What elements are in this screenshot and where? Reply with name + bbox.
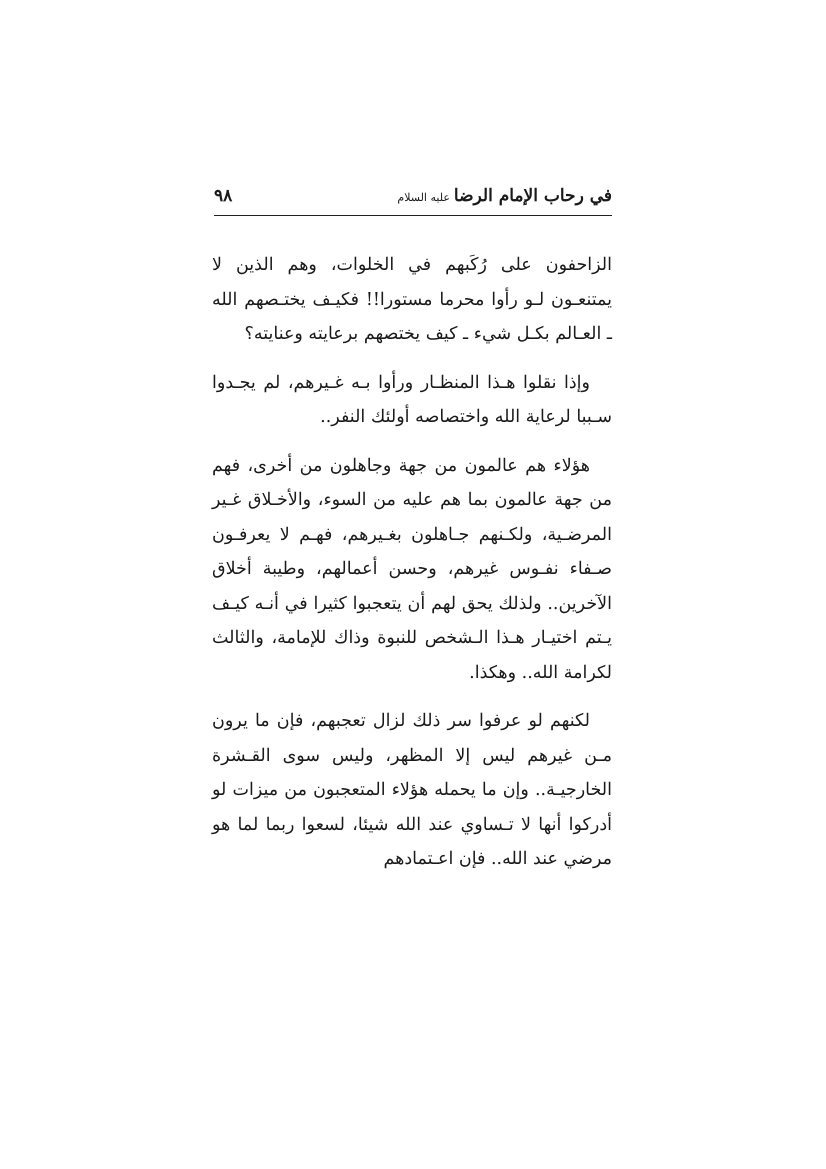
- header-divider: [214, 215, 612, 216]
- paragraph-3: هؤلاء هم عالمون من جهة وجاهلون من أخرى، فهم من جهة عالمون بما هم عليه من السوء، والأخـلاق غـير المرضـية، ولكـنهم جـاهلون بغـيرهم، فهـم لا يعرفـون صـفاء نفـوس غيرهم، وحسن أعمالهم، وطيبة أخلاق الآخرين.. ولذلك يحق لهم أن يتعجبوا كثيرا في أنـه كيـف يـتم اختيـار هـذا الـشخص للنبوة وذاك للإمامة، والثالث لكرامة الله.. وهكذا.: [212, 455, 612, 683]
- body-text: [212, 248, 612, 891]
- page-number: ٩٨: [214, 186, 233, 206]
- running-header: [214, 184, 612, 214]
- paragraph-4: لكنهم لو عرفوا سر ذلك لزال تعجبهم، فإن ما يرون مـن غيرهم ليس إلا المظهر، وليس سوى القـشرة الخارجيـة.. وإن ما يحمله هؤلاء المتعجبون من ميزات لو أدركوا أنها لا تـساوي عند الله شيئا، لسعوا ربما لما هو مرضي عند الله.. فإن اعـتمادهم: [212, 711, 612, 869]
- book-title-text: في رحاب الإمام الرضا: [453, 186, 612, 206]
- honorific-mark: عليه السلام: [397, 191, 450, 204]
- book-title: [397, 186, 612, 206]
- paragraph-2: وإذا نقلوا هـذا المنظـار ورأوا بـه غـيرهم، لم يجـدوا سـببا لرعاية الله واختصاصه أولئك النفر..: [212, 372, 612, 427]
- paragraph-1: الزاحفون على رُكَبهم في الخلوات، وهم الذين لا يمتنعـون لـو رأوا محرما مستورا!! فكيـف يختـصهم الله ـ العـالم بكـل شيء ـ كيف يختصهم برعايته وعنايته؟: [212, 255, 612, 344]
